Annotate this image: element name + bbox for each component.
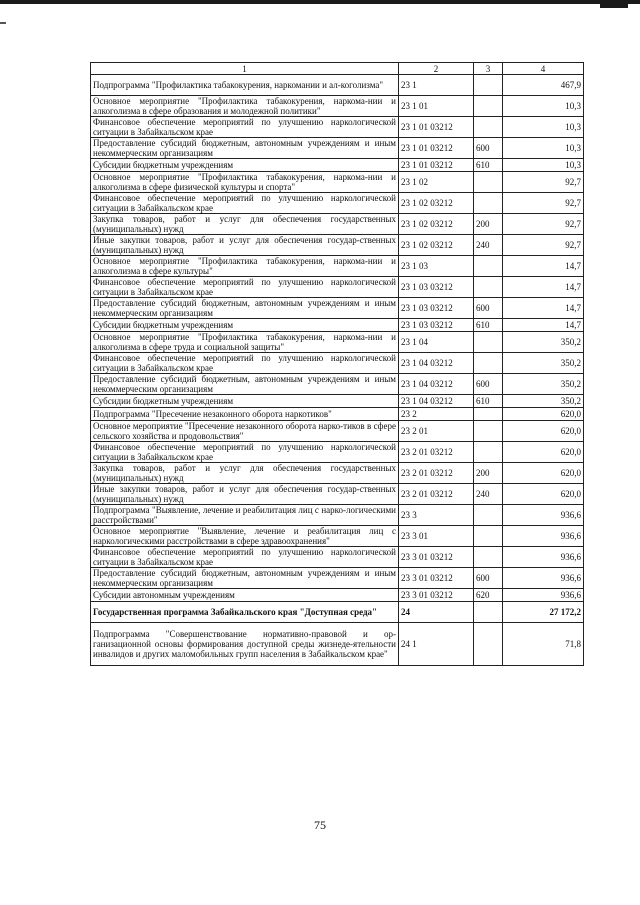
cell-code: 23 2 01 03212 [399, 442, 474, 463]
budget-table [90, 62, 584, 666]
column-header-name: 1 [91, 63, 399, 75]
cell-sum: 10,3 [503, 117, 584, 138]
cell-name: Основное мероприятие "Профилактика табакокурения, наркома-нии и алкоголизма в сфере образования и молодежной политики" [91, 96, 399, 117]
table-row [91, 159, 584, 172]
table-row [91, 408, 584, 421]
cell-name: Подпрограмма "Профилактика табакокурения, наркомании и ал-коголизма" [91, 75, 399, 96]
cell-kvr: 600 [474, 568, 503, 589]
table-row [91, 332, 584, 353]
cell-kvr [474, 505, 503, 526]
cell-kvr [474, 75, 503, 96]
cell-sum: 10,3 [503, 138, 584, 159]
cell-sum: 350,2 [503, 374, 584, 395]
cell-name: Субсидии автономным учреждениям [91, 589, 399, 602]
cell-sum: 350,2 [503, 332, 584, 353]
table-row [91, 75, 584, 96]
cell-name: Предоставление субсидий бюджетным, автономным учреждениям и иным некоммерческим организациям [91, 568, 399, 589]
cell-code: 23 3 [399, 505, 474, 526]
column-header-code: 2 [399, 63, 474, 75]
cell-sum: 467,9 [503, 75, 584, 96]
cell-name: Субсидии бюджетным учреждениям [91, 159, 399, 172]
cell-code: 23 1 03 03212 [399, 319, 474, 332]
cell-kvr: 240 [474, 235, 503, 256]
table-row [91, 256, 584, 277]
cell-code: 23 3 01 03212 [399, 589, 474, 602]
cell-kvr [474, 547, 503, 568]
cell-code: 23 1 03 03212 [399, 298, 474, 319]
cell-code: 23 2 01 03212 [399, 484, 474, 505]
cell-name: Финансовое обеспечение мероприятий по улучшению наркологической ситуации в Забайкальском крае [91, 547, 399, 568]
cell-kvr [474, 442, 503, 463]
table-header-row [91, 63, 584, 75]
cell-kvr: 200 [474, 214, 503, 235]
cell-kvr [474, 623, 503, 666]
cell-name: Закупка товаров, работ и услуг для обеспечения государственных (муниципальных) нужд [91, 463, 399, 484]
cell-sum: 92,7 [503, 193, 584, 214]
cell-sum: 936,6 [503, 505, 584, 526]
table-row [91, 589, 584, 602]
cell-code: 23 1 04 03212 [399, 353, 474, 374]
cell-kvr: 600 [474, 374, 503, 395]
cell-kvr: 610 [474, 159, 503, 172]
cell-name: Финансовое обеспечение мероприятий по улучшению наркологической ситуации в Забайкальском крае [91, 442, 399, 463]
cell-kvr: 600 [474, 138, 503, 159]
cell-name: Основное мероприятие "Профилактика табакокурения, наркома-нии и алкоголизма в сфере труда и социальной защиты" [91, 332, 399, 353]
table-row [91, 442, 584, 463]
column-header-sum: 4 [503, 63, 584, 75]
cell-name: Основное мероприятие "Профилактика табакокурения, наркома-нии и алкоголизма в сфере физической культуры и спорта" [91, 172, 399, 193]
cell-sum: 14,7 [503, 319, 584, 332]
cell-kvr [474, 332, 503, 353]
cell-kvr: 240 [474, 484, 503, 505]
table-row [91, 353, 584, 374]
cell-name: Предоставление субсидий бюджетным, автономным учреждениям и иным некоммерческим организациям [91, 298, 399, 319]
cell-sum: 936,6 [503, 589, 584, 602]
cell-kvr [474, 408, 503, 421]
cell-code: 23 1 02 03212 [399, 235, 474, 256]
cell-kvr [474, 96, 503, 117]
table-row [91, 319, 584, 332]
cell-code: 23 1 01 03212 [399, 159, 474, 172]
cell-name: Государственная программа Забайкальского края "Доступная среда" [91, 602, 399, 623]
cell-kvr [474, 172, 503, 193]
cell-code: 23 2 [399, 408, 474, 421]
table-row [91, 117, 584, 138]
cell-name: Финансовое обеспечение мероприятий по улучшению наркологической ситуации в Забайкальском крае [91, 117, 399, 138]
cell-name: Финансовое обеспечение мероприятий по улучшению наркологической ситуации в Забайкальском крае [91, 353, 399, 374]
table-row [91, 277, 584, 298]
cell-code: 23 3 01 03212 [399, 568, 474, 589]
cell-code: 23 1 03 [399, 256, 474, 277]
cell-sum: 936,6 [503, 547, 584, 568]
table-row [91, 138, 584, 159]
cell-name: Иные закупки товаров, работ и услуг для обеспечения государ-ственных (муниципальных) нужд [91, 235, 399, 256]
table-row [91, 193, 584, 214]
cell-code: 23 3 01 03212 [399, 547, 474, 568]
cell-code: 23 3 01 [399, 526, 474, 547]
cell-code: 23 1 04 03212 [399, 395, 474, 408]
cell-name: Предоставление субсидий бюджетным, автономным учреждениям и иным некоммерческим организациям [91, 374, 399, 395]
cell-code: 23 1 01 03212 [399, 117, 474, 138]
column-header-kvr: 3 [474, 63, 503, 75]
cell-name: Подпрограмма "Совершенствование нормативно-правовой и ор-ганизационной основы формирования доступной среды жизнеде-ятельности инвалидов и других маломобильных групп населения в Забайкальском крае" [91, 623, 399, 666]
cell-sum: 936,6 [503, 568, 584, 589]
cell-sum: 620,0 [503, 442, 584, 463]
table-row [91, 547, 584, 568]
cell-code: 23 2 01 03212 [399, 463, 474, 484]
cell-sum: 92,7 [503, 172, 584, 193]
cell-name: Закупка товаров, работ и услуг для обеспечения государственных (муниципальных) нужд [91, 214, 399, 235]
cell-kvr [474, 193, 503, 214]
cell-kvr [474, 421, 503, 442]
cell-kvr [474, 526, 503, 547]
cell-sum: 620,0 [503, 408, 584, 421]
cell-kvr: 600 [474, 298, 503, 319]
cell-name: Субсидии бюджетным учреждениям [91, 319, 399, 332]
cell-sum: 14,7 [503, 298, 584, 319]
page-number: 75 [314, 818, 326, 832]
cell-kvr [474, 117, 503, 138]
cell-code: 24 1 [399, 623, 474, 666]
cell-name: Предоставление субсидий бюджетным, автономным учреждениям и иным некоммерческим организациям [91, 138, 399, 159]
table-row [91, 298, 584, 319]
cell-kvr: 610 [474, 395, 503, 408]
cell-sum: 620,0 [503, 484, 584, 505]
table-row [91, 395, 584, 408]
cell-kvr [474, 277, 503, 298]
cell-sum: 10,3 [503, 96, 584, 117]
cell-code: 23 1 02 [399, 172, 474, 193]
cell-name: Субсидии бюджетным учреждениям [91, 395, 399, 408]
cell-name: Финансовое обеспечение мероприятий по улучшению наркологической ситуации в Забайкальском крае [91, 277, 399, 298]
table-row [91, 214, 584, 235]
cell-code: 23 1 02 03212 [399, 193, 474, 214]
cell-code: 23 1 03 03212 [399, 277, 474, 298]
table-row [91, 463, 584, 484]
table-row [91, 172, 584, 193]
table-row [91, 374, 584, 395]
cell-sum: 350,2 [503, 353, 584, 374]
cell-name: Финансовое обеспечение мероприятий по улучшению наркологической ситуации в Забайкальском крае [91, 193, 399, 214]
scan-top-edge [0, 0, 640, 4]
cell-code: 23 1 01 [399, 96, 474, 117]
cell-code: 23 1 04 03212 [399, 374, 474, 395]
cell-sum: 14,7 [503, 256, 584, 277]
cell-code: 23 1 04 [399, 332, 474, 353]
table-row [91, 484, 584, 505]
cell-name: Основное мероприятие "Пресечение незаконного оборота нарко-тиков в сфере сельского хозяйства и продовольствия" [91, 421, 399, 442]
cell-name: Иные закупки товаров, работ и услуг для обеспечения государ-ственных (муниципальных) нужд [91, 484, 399, 505]
table-row [91, 623, 584, 666]
cell-name: Основное мероприятие "Профилактика табакокурения, наркома-нии и алкоголизма в сфере культуры" [91, 256, 399, 277]
cell-kvr [474, 353, 503, 374]
table-row [91, 505, 584, 526]
table-row [91, 235, 584, 256]
cell-code: 23 1 02 03212 [399, 214, 474, 235]
cell-sum: 620,0 [503, 463, 584, 484]
cell-sum: 92,7 [503, 214, 584, 235]
cell-name: Подпрограмма "Выявление, лечение и реабилитация лиц с нарко-логическими расстройствами" [91, 505, 399, 526]
table-row [91, 96, 584, 117]
cell-code: 23 2 01 [399, 421, 474, 442]
cell-kvr: 200 [474, 463, 503, 484]
scan-corner-mark [600, 0, 628, 8]
cell-kvr [474, 602, 503, 623]
cell-sum: 10,3 [503, 159, 584, 172]
cell-sum: 620,0 [503, 421, 584, 442]
table-row [91, 421, 584, 442]
cell-sum: 14,7 [503, 277, 584, 298]
table-row [91, 568, 584, 589]
cell-sum: 71,8 [503, 623, 584, 666]
cell-sum: 936,6 [503, 526, 584, 547]
cell-kvr [474, 256, 503, 277]
cell-sum: 92,7 [503, 235, 584, 256]
cell-kvr: 620 [474, 589, 503, 602]
scan-left-mark [0, 22, 6, 24]
cell-kvr: 610 [474, 319, 503, 332]
table-row [91, 526, 584, 547]
cell-code: 23 1 01 03212 [399, 138, 474, 159]
cell-sum: 350,2 [503, 395, 584, 408]
table-row [91, 602, 584, 623]
cell-name: Основное мероприятие "Выявление, лечение и реабилитация лиц с наркологическими расстройствами в сфере здравоохранения" [91, 526, 399, 547]
cell-name: Подпрограмма "Пресечение незаконного оборота наркотиков" [91, 408, 399, 421]
cell-code: 24 [399, 602, 474, 623]
cell-code: 23 1 [399, 75, 474, 96]
cell-sum: 27 172,2 [503, 602, 584, 623]
